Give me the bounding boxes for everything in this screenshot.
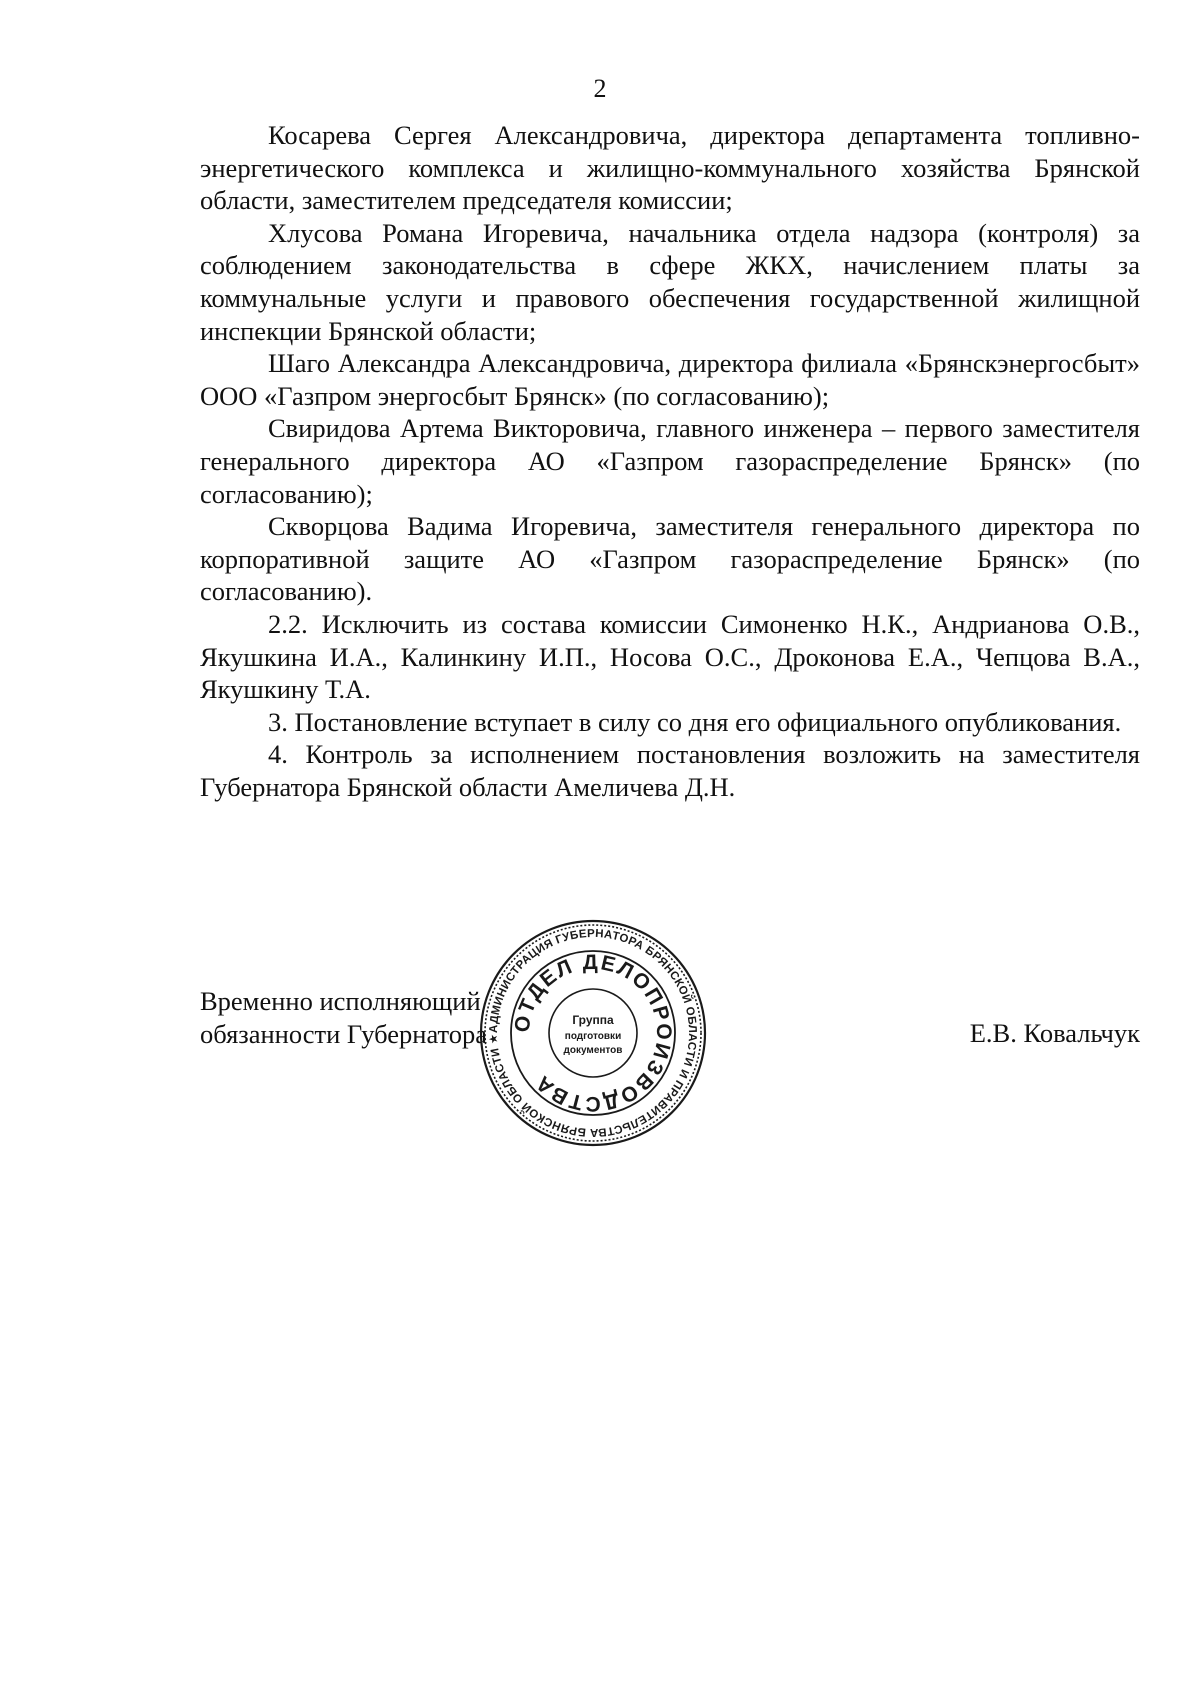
paragraph-skvortsov: Скворцова Вадима Игоревича, заместителя генерального директора по корпоративной защите АО «Газпром газораспределение Брянск» (по согласованию). [200, 511, 1140, 607]
stamp-outer-text-path: АДМИНИСТРАЦИЯ ГУБЕРНАТОРА БРЯНСКОЙ ОБЛАСТИ И ПРАВИТЕЛЬСТВА БРЯНСКОЙ ОБЛАСТИ ★ [487, 927, 699, 1139]
signatory-name: Е.В. Ковальчук [969, 1018, 1140, 1048]
official-stamp [478, 918, 708, 1148]
signatory-title-line2: обязанности Губернатора [200, 1018, 488, 1049]
paragraph-shago: Шаго Александра Александровича, директора филиала «Брянскэнергосбыт» ООО «Газпром энергосбыт Брянск» (по согласованию); [200, 348, 1140, 411]
document-body [200, 119, 1140, 803]
stamp-inner-text-path: ОТДЕЛ ДЕЛОПРОИЗВОДСТВА [510, 950, 676, 1116]
signatory-title-line1: Временно исполняющий [200, 986, 481, 1016]
paragraph-item-3: 3. Постановление вступает в силу со дня его официального опубликования. [268, 706, 1122, 737]
stamp-center-line2: подготовки [564, 1031, 622, 1042]
stamp-center-line3: документов [563, 1045, 623, 1056]
paragraph-item-4: 4. Контроль за исполнением постановления возложить на заместителя Губернатора Брянской области Амеличева Д.Н. [200, 739, 1140, 802]
stamp-graphic [478, 918, 708, 1148]
paragraph-khlusov: Хлусова Романа Игоревича, начальника отдела надзора (контроля) за соблюдением законодательства в сфере ЖКХ, начислением платы за коммунальные услуги и правового обеспечения государственной жилищной инспекции Брянской области; [200, 217, 1140, 346]
paragraph-item-2-2: 2.2. Исключить из состава комиссии Симоненко Н.К., Андрианова О.В., Якушкина И.А., Калинкину И.П., Носова О.С., Дроконова Е.А., Чепцова В.А., Якушкину Т.А. [200, 608, 1140, 705]
page-number: 2 [593, 74, 607, 103]
paragraph-sviridov: Свиридова Артема Викторовича, главного инженера – первого заместителя генерального директора АО «Газпром газораспределение Брянск» (по согласованию); [200, 413, 1140, 509]
stamp-center-line1: Группа [572, 1013, 614, 1027]
paragraph-kosarev: Косарева Сергея Александровича, директора департамента топливно-энергетического комплекса и жилищно-коммунального хозяйства Брянской области, заместителем председателя комиссии; [200, 120, 1140, 216]
